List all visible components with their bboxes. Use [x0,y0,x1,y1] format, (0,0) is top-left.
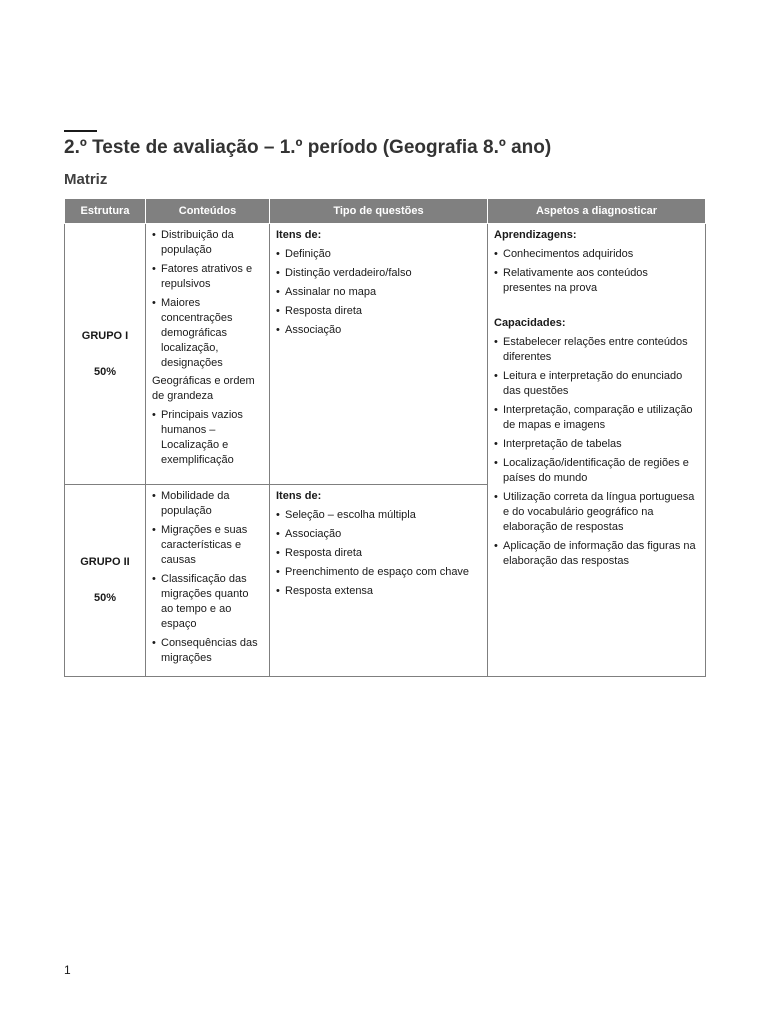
list-item: • Associação [276,323,481,338]
list-item: • Associação [276,527,481,542]
group-1-tipo [270,224,488,485]
list-item-plain: Geográficas e ordem de grandeza [152,375,255,402]
list-item: • Estabelecer relações entre conteúdos diferentes [494,335,699,365]
list-item: • Conhecimentos adquiridos [494,247,699,262]
list-item: • Resposta direta [276,304,481,319]
list-item: • Mobilidade da população [152,489,263,519]
list-item: • Seleção – escolha múltipla [276,508,481,523]
list-item: • Relativamente aos conteúdos presentes na prova [494,266,699,296]
header-row [65,199,706,224]
group-1-name: GRUPO I [81,329,129,342]
list-item: • Distinção verdadeiro/falso [276,266,481,281]
list-item: • Principais vazios humanos – Localização e exemplificação [152,408,263,468]
aspetos-cell [488,224,706,677]
group-2-cell [65,485,146,677]
page-subtitle: Matriz [64,171,108,188]
tipo-label: Itens de: [276,229,322,241]
list-item: • Resposta extensa [276,584,481,599]
list-item: • Leitura e interpretação do enunciado das questões [494,369,699,399]
list-item: • Localização/identificação de regiões e países do mundo [494,456,699,486]
header-conteudos: Conteúdos [146,199,270,224]
list-item: • Interpretação, comparação e utilização de mapas e imagens [494,403,699,433]
capacidades-label: Capacidades: [494,317,566,329]
header-tipo-questoes: Tipo de questões [270,199,488,224]
list-item: • Distribuição da população [152,228,263,258]
list-item: • Consequências das migrações [152,636,263,666]
aprendizagens-label: Aprendizagens: [494,229,577,241]
page-number: 1 [64,963,71,977]
list-item: • Maiores concentrações demográficas localização, designações [152,296,263,371]
group-2-name: GRUPO II [80,556,130,568]
list-item: • Classificação das migrações quanto ao tempo e ao espaço [152,572,263,632]
list-item: • Interpretação de tabelas [494,437,699,452]
list-item: • Definição [276,247,481,262]
list-item: • Aplicação de informação das figuras na elaboração das respostas [494,539,699,569]
list-item: • Migrações e suas características e causas [152,523,263,568]
matrix-table [64,198,706,677]
list-item: • Assinalar no mapa [276,285,481,300]
page-title: 2.º Teste de avaliação – 1.º período (Geografia 8.º ano) [64,137,552,158]
header-estrutura: Estrutura [65,199,146,224]
group-1-percent: 50% [93,365,117,378]
group-1-conteudos [146,224,270,485]
list-item: • Preenchimento de espaço com chave [276,565,481,580]
title-rule [64,130,97,132]
list-item: • Utilização correta da língua portuguesa e do vocabulário geográfico na elaboração de respostas [494,490,699,535]
tipo-label: Itens de: [276,490,322,502]
group-2-tipo [270,485,488,677]
list-item: • Resposta direta [276,546,481,561]
group-2-percent: 50% [93,592,117,604]
header-aspetos: Aspetos a diagnosticar [488,199,706,224]
group-1-cell [65,224,146,485]
list-item: • Fatores atrativos e repulsivos [152,262,263,292]
group-2-conteudos [146,485,270,677]
table-row [65,224,706,485]
